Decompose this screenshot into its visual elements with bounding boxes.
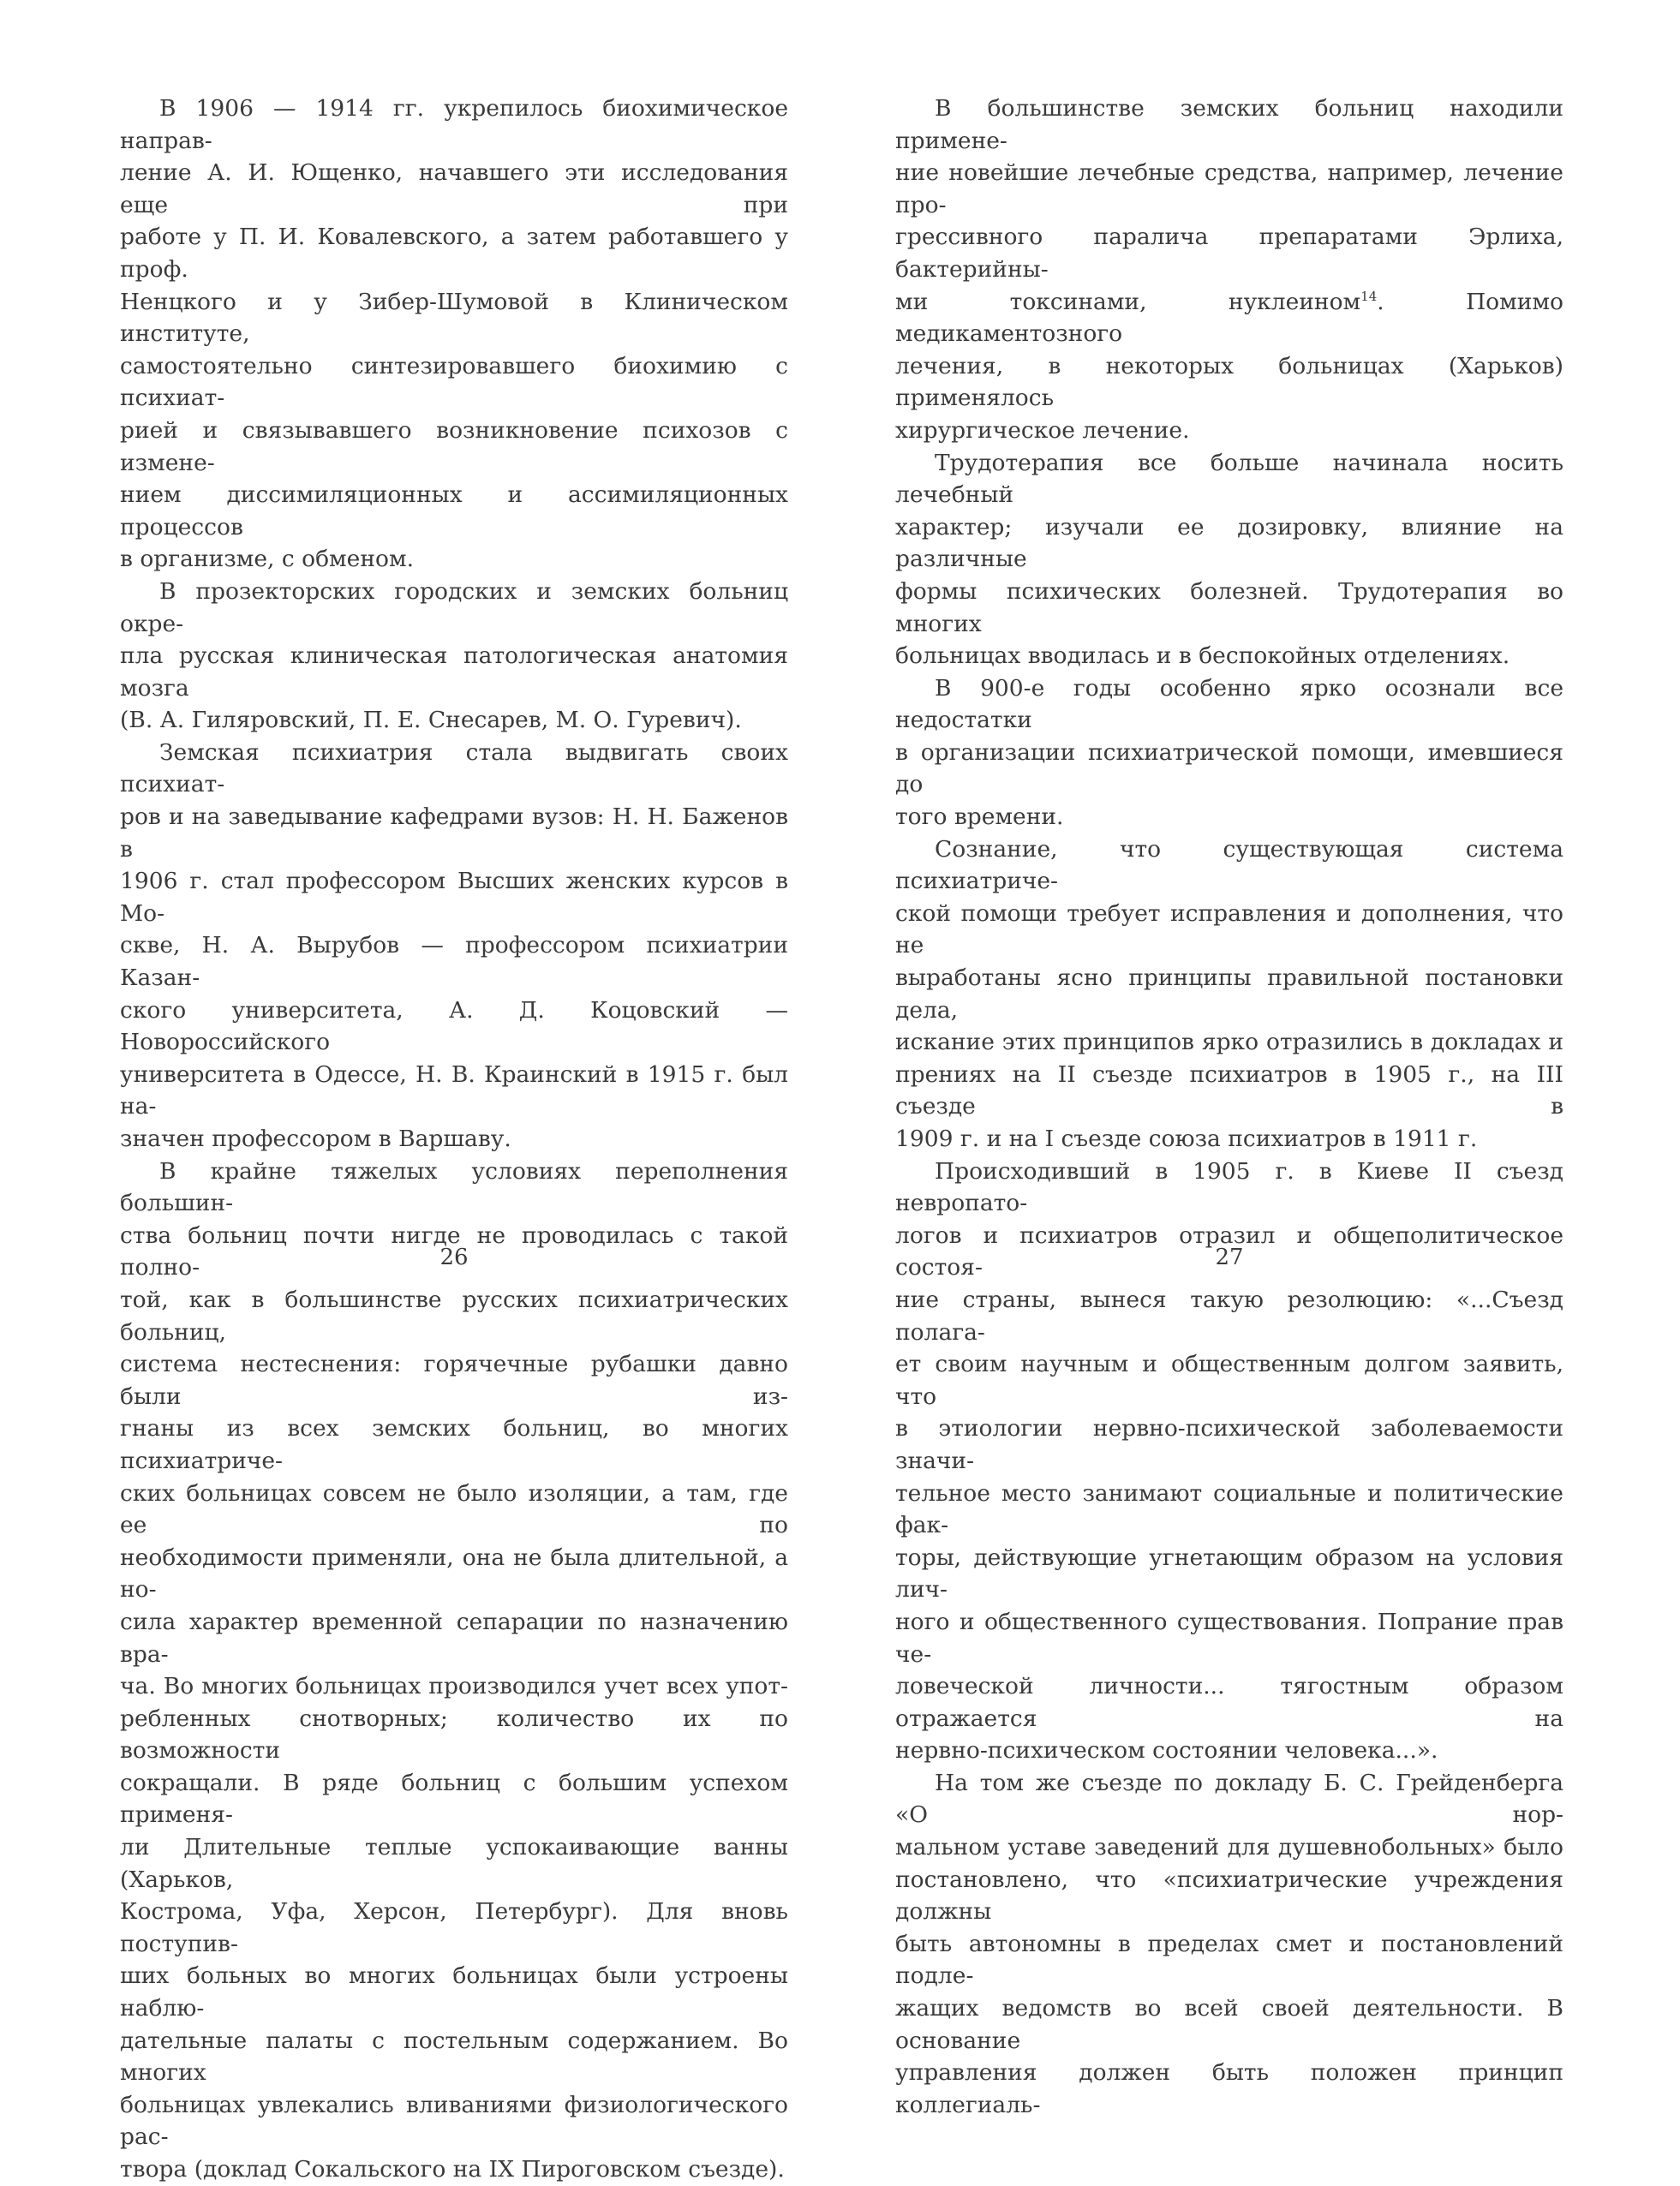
text-line: университета в Одессе, Н. В. Краинский в 1915 г. был на- xyxy=(120,1060,788,1120)
text-line: формы психических болезней. Трудотерапия во многих xyxy=(895,577,1563,637)
text-line: ских больницах совсем не было изоляции, а там, где ее по xyxy=(120,1479,788,1539)
left-page-text xyxy=(120,93,788,2186)
text-line: самостоятельно синтезировавшего биохимию с психиат- xyxy=(120,352,788,412)
text-line: ча. Во многих больницах производился учет всех упот- xyxy=(120,1673,788,1700)
right-page-text xyxy=(895,93,1563,2121)
text-line: ление А. И. Ющенко, начавшего эти исследования еще при xyxy=(120,159,788,218)
text-line: ской помощи требует исправления и дополнения, что не xyxy=(895,899,1563,959)
text-line: На том же съезде по докладу Б. С. Грейденберга «О нор- xyxy=(895,1769,1563,1829)
text-line: В крайне тяжелых условиях переполнения большин- xyxy=(120,1157,788,1217)
text-line: работе у П. И. Ковалевского, а затем работавшего у проф. xyxy=(120,224,788,283)
text-line: значен профессором в Варшаву. xyxy=(120,1126,511,1152)
text-line: система нестеснения: горячечные рубашки давно были из- xyxy=(120,1351,788,1410)
text-line: нием диссимиляционных и ассимиляционных процессов xyxy=(120,481,788,541)
text-line: быть автономны в пределах смет и постановлений подле- xyxy=(895,1930,1563,1990)
text-line: мальном уставе заведений для душевнобольных» было xyxy=(895,1834,1563,1861)
text-line: Ненцкого и у Зибер-Шумовой в Клиническом институте, xyxy=(120,288,788,348)
text-line: логов и психиатров отразил и общеполитическое состоя- xyxy=(895,1221,1563,1281)
text-line: ние новейшие лечебные средства, например, лечение про- xyxy=(895,159,1563,218)
text-line: искание этих принципов ярко отразились в докладах и xyxy=(895,1029,1563,1056)
text-line: В большинстве земских больниц находили примене- xyxy=(895,95,1563,154)
text-line: хирургическое лечение. xyxy=(895,416,1190,444)
text-line: той, как в большинстве русских психиатрических больниц, xyxy=(120,1286,788,1346)
text-line: торы, действующие угнетающим образом на условия лич- xyxy=(895,1544,1563,1604)
page-number-right: 27 xyxy=(1215,1245,1244,1270)
text-line: пла русская клиническая патологическая анатомия мозга xyxy=(120,642,788,702)
text-line: В 900-е годы особенно ярко осознали все недостатки xyxy=(895,674,1563,734)
text-line: твора (доклад Сокальского на IX Пироговском съезде). xyxy=(120,2156,785,2183)
text-line: сокращали. В ряде больниц с большим успехом применя- xyxy=(120,1769,788,1829)
text-line: в этиологии нервно-психической заболеваемости значи- xyxy=(895,1415,1563,1474)
text-line: ского университета, А. Д. Коцовский — Новороссийского xyxy=(120,996,788,1056)
footnote-reference: 14 xyxy=(1360,288,1378,304)
text-line: ли Длительные теплые успокаивающие ванны (Харьков, xyxy=(120,1834,788,1893)
text-line-with-footnote xyxy=(895,286,1563,350)
text-line: Происходивший в 1905 г. в Киеве II съезд невропато- xyxy=(895,1157,1563,1217)
text-line: В 1906 — 1914 гг. укрепилось биохимическое направ- xyxy=(120,95,788,154)
text-line: в организме, с обменом. xyxy=(120,546,414,573)
text-line: ет своим научным и общественным долгом заявить, что xyxy=(895,1351,1563,1410)
text-segment: . Помимо медикаментозного xyxy=(895,288,1563,348)
text-line: скве, Н. А. Вырубов — профессором психиатрии Казан- xyxy=(120,932,788,992)
text-line: Земская психиатрия стала выдвигать своих психиат- xyxy=(120,738,788,798)
text-line: того времени. xyxy=(895,803,1064,831)
text-line: рией и связывавшего возникновение психозов с измене- xyxy=(120,416,788,476)
text-line: сила характер временной сепарации по назначению вра- xyxy=(120,1608,788,1668)
page-number-left: 26 xyxy=(439,1245,469,1270)
text-line: лечения, в некоторых больницах (Харьков) применялось xyxy=(895,352,1563,412)
text-line: грессивного паралича препаратами Эрлиха, бактерийны- xyxy=(895,224,1563,283)
text-line: жащих ведомств во всей своей деятельности. В основание xyxy=(895,1995,1563,2054)
text-line: ства больниц почти нигде не проводилась с такой полно- xyxy=(120,1221,788,1281)
text-line: постановлено, что «психиатрические учреждения должны xyxy=(895,1866,1563,1926)
text-line: нервно-психическом состоянии человека...». xyxy=(895,1737,1438,1765)
text-line: управления должен быть положен принцип коллегиаль- xyxy=(895,2059,1563,2118)
text-line: 1906 г. стал профессором Высших женских курсов в Мо- xyxy=(120,868,788,927)
text-line: дательные палаты с постельным содержанием. Во многих xyxy=(120,2027,788,2087)
text-line: 1909 г. и на I съезде союза психиатров в 1911 г. xyxy=(895,1126,1478,1152)
text-line: ших больных во многих больницах были устроены наблю- xyxy=(120,1962,788,2022)
text-line: выработаны ясно принципы правильной постановки дела, xyxy=(895,965,1563,1024)
text-line: гнаны из всех земских больниц, во многих психиатриче- xyxy=(120,1415,788,1474)
text-line: ловеческой личности... тягостным образом отражается на xyxy=(895,1673,1563,1732)
text-line: ров и на заведывание кафедрами вузов: Н. Н. Баженов в xyxy=(120,803,788,863)
text-line: Кострома, Уфа, Херсон, Петербург). Для вновь поступив- xyxy=(120,1898,788,1957)
text-line: (В. А. Гиляровский, П. Е. Снесарев, М. О. Гуревич). xyxy=(120,707,742,734)
text-line: в организации психиатрической помощи, имевшиеся до xyxy=(895,738,1563,798)
text-line: В прозекторских городских и земских больниц окре- xyxy=(120,577,788,637)
text-segment: ми токсинами, нуклеином xyxy=(895,288,1361,315)
text-line: прениях на II съезде психиатров в 1905 г., на III съезде в xyxy=(895,1060,1563,1120)
text-line: больницах увлекались вливаниями физиологического рас- xyxy=(120,2091,788,2151)
text-line: Трудотерапия все больше начинала носить лечебный xyxy=(895,449,1563,509)
text-line: характер; изучали ее дозировку, влияние на различные xyxy=(895,513,1563,573)
text-line: ние страны, вынеся такую резолюцию: «...Съезд полага- xyxy=(895,1286,1563,1346)
text-line: больницах вводилась и в беспокойных отделениях. xyxy=(895,642,1510,670)
text-line: Сознание, что существующая система психиатриче- xyxy=(895,835,1563,895)
text-line: ребленных снотворных; количество их по возможности xyxy=(120,1705,788,1765)
text-line: тельное место занимают социальные и политические фак- xyxy=(895,1479,1563,1539)
text-line: необходимости применяли, она не была длительной, а но- xyxy=(120,1544,788,1604)
text-line: ного и общественного существования. Попрание прав че- xyxy=(895,1608,1563,1668)
